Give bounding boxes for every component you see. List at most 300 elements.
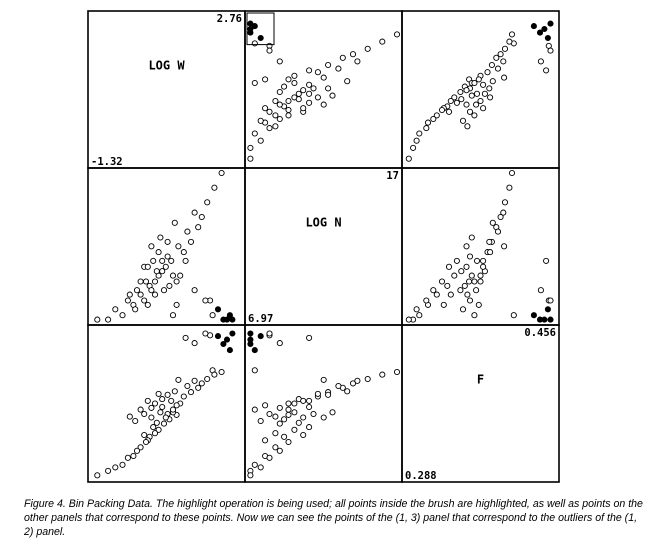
- data-point-3-1-28: [142, 432, 147, 437]
- data-point-2-3-57: [465, 292, 470, 297]
- data-point-3-1-27: [143, 439, 148, 444]
- data-point-1-3-48: [487, 86, 492, 91]
- data-point-2-1-8: [183, 258, 188, 263]
- data-point-2-3-24: [464, 244, 469, 249]
- data-point-3-1-34: [113, 465, 118, 470]
- highlighted-point-3-2-2: [248, 341, 253, 346]
- data-point-2-1-34: [113, 307, 118, 312]
- data-point-1-3-43: [485, 70, 490, 75]
- data-point-1-2-49: [296, 91, 301, 96]
- data-point-3-2-23: [307, 425, 312, 430]
- data-point-2-1-19: [158, 235, 163, 240]
- data-point-1-2-54: [267, 109, 272, 114]
- data-point-2-3-36: [406, 317, 411, 322]
- data-point-2-1-53: [145, 264, 150, 269]
- data-point-1-3-18: [474, 91, 479, 96]
- panel-3-1: [88, 325, 245, 482]
- highlighted-point-2-3-0: [548, 317, 553, 322]
- data-point-1-3-58: [476, 77, 481, 82]
- data-point-2-1-45: [192, 210, 197, 215]
- data-point-1-2-26: [263, 106, 268, 111]
- data-point-3-2-56: [258, 418, 263, 423]
- data-point-3-2-19: [330, 410, 335, 415]
- data-point-3-1-8: [183, 335, 188, 340]
- data-point-1-2-57: [273, 124, 278, 129]
- data-point-2-1-57: [127, 292, 132, 297]
- data-point-1-2-41: [394, 32, 399, 37]
- data-point-3-2-8: [307, 335, 312, 340]
- variable-label-3: F: [476, 372, 485, 387]
- data-point-3-2-22: [273, 431, 278, 436]
- data-point-1-2-17: [277, 89, 282, 94]
- data-point-2-3-26: [441, 302, 446, 307]
- highlighted-point-3-1-1: [224, 337, 229, 342]
- data-point-1-2-44: [336, 66, 341, 71]
- variable-min-3: 0.288: [405, 470, 437, 482]
- data-point-2-1-37: [196, 225, 201, 230]
- data-point-1-3-24: [464, 102, 469, 107]
- data-point-1-2-7: [277, 59, 282, 64]
- data-point-3-2-34: [258, 465, 263, 470]
- data-point-2-1-50: [156, 250, 161, 255]
- data-point-3-2-12: [286, 412, 291, 417]
- data-point-1-2-47: [307, 82, 312, 87]
- panel-1-2: [245, 11, 402, 168]
- data-point-1-3-33: [417, 131, 422, 136]
- data-point-2-1-52: [149, 288, 154, 293]
- data-point-3-2-17: [277, 421, 282, 426]
- data-point-2-3-58: [476, 302, 481, 307]
- data-point-2-3-34: [414, 307, 419, 312]
- data-point-2-3-32: [424, 298, 429, 303]
- variable-label-2: LOG N: [305, 215, 342, 230]
- data-point-1-3-22: [448, 98, 453, 103]
- data-point-2-1-36: [95, 317, 100, 322]
- data-point-1-2-6: [267, 48, 272, 53]
- highlighted-point-1-3-0: [548, 21, 553, 26]
- data-point-3-2-11: [292, 401, 297, 406]
- data-point-3-1-19: [158, 410, 163, 415]
- data-point-2-1-30: [134, 288, 139, 293]
- data-point-3-1-33: [120, 462, 125, 467]
- data-point-3-2-53: [301, 398, 306, 403]
- data-point-2-1-21: [154, 269, 159, 274]
- data-point-1-3-32: [424, 126, 429, 131]
- data-point-2-1-17: [161, 288, 166, 293]
- data-point-2-3-46: [490, 220, 495, 225]
- data-point-1-2-33: [252, 131, 257, 136]
- data-point-2-3-30: [431, 288, 436, 293]
- data-point-1-2-40: [380, 39, 385, 44]
- data-point-1-2-24: [321, 102, 326, 107]
- highlighted-point-3-1-4: [227, 348, 232, 353]
- data-point-1-3-8: [544, 68, 549, 73]
- data-point-3-2-54: [267, 411, 272, 416]
- data-point-1-3-50: [488, 95, 493, 100]
- data-point-3-1-41: [219, 369, 224, 374]
- data-point-3-1-21: [154, 420, 159, 425]
- data-point-1-2-55: [286, 113, 291, 118]
- data-point-2-3-56: [460, 307, 465, 312]
- data-point-1-2-13: [292, 80, 297, 85]
- data-point-1-2-43: [315, 70, 320, 75]
- data-point-2-3-52: [474, 288, 479, 293]
- data-point-1-3-39: [502, 46, 507, 51]
- data-point-3-1-6: [203, 331, 208, 336]
- variable-label-1: LOG W: [148, 58, 185, 73]
- data-point-1-3-34: [414, 138, 419, 143]
- data-point-3-2-25: [282, 434, 287, 439]
- data-point-1-3-6: [548, 48, 553, 53]
- data-point-2-3-29: [434, 292, 439, 297]
- data-point-2-1-22: [152, 292, 157, 297]
- data-point-2-3-13: [469, 273, 474, 278]
- data-point-3-2-47: [307, 398, 312, 403]
- data-point-1-2-18: [307, 91, 312, 96]
- data-point-2-1-43: [181, 250, 186, 255]
- panel-2-2: [245, 168, 402, 325]
- highlighted-point-1-2-4: [252, 24, 257, 29]
- data-point-3-2-21: [296, 420, 301, 425]
- data-point-2-1-47: [169, 258, 174, 263]
- data-point-1-3-55: [472, 113, 477, 118]
- data-point-3-1-56: [133, 418, 138, 423]
- data-point-1-3-27: [439, 107, 444, 112]
- data-point-1-3-56: [460, 118, 465, 123]
- data-point-1-3-41: [509, 32, 514, 37]
- data-point-2-1-49: [160, 269, 165, 274]
- data-point-1-2-56: [258, 118, 263, 123]
- data-point-1-2-58: [263, 77, 268, 82]
- data-point-1-2-42: [326, 62, 331, 67]
- data-point-3-2-15: [311, 411, 316, 416]
- data-point-3-1-59: [170, 407, 175, 412]
- data-point-2-1-15: [165, 254, 170, 259]
- data-point-3-1-38: [199, 381, 204, 386]
- data-point-3-2-26: [263, 438, 268, 443]
- data-point-2-3-11: [478, 273, 483, 278]
- data-point-1-3-38: [498, 52, 503, 57]
- data-point-2-1-23: [151, 258, 156, 263]
- data-point-3-1-7: [192, 341, 197, 346]
- data-point-1-2-45: [355, 59, 360, 64]
- data-point-2-3-39: [502, 200, 507, 205]
- data-point-1-2-14: [282, 84, 287, 89]
- data-point-3-1-47: [169, 398, 174, 403]
- data-point-3-2-41: [394, 369, 399, 374]
- data-point-1-2-32: [267, 126, 272, 131]
- data-point-3-1-49: [160, 397, 165, 402]
- data-point-1-2-52: [277, 102, 282, 107]
- data-point-2-3-18: [474, 258, 479, 263]
- highlighted-point-3-2-3: [258, 334, 263, 339]
- data-point-3-1-37: [196, 385, 201, 390]
- data-point-3-1-54: [142, 411, 147, 416]
- data-point-1-3-59: [472, 80, 477, 85]
- data-point-2-3-45: [501, 210, 506, 215]
- data-point-2-1-14: [167, 283, 172, 288]
- data-point-2-3-21: [459, 269, 464, 274]
- data-point-2-1-11: [178, 273, 183, 278]
- data-point-2-1-42: [188, 239, 193, 244]
- highlighted-point-1-2-2: [248, 30, 253, 35]
- data-point-1-2-29: [273, 113, 278, 118]
- data-point-3-1-46: [172, 389, 177, 394]
- data-point-2-3-7: [538, 288, 543, 293]
- data-point-2-1-48: [165, 239, 170, 244]
- data-point-1-2-39: [365, 46, 370, 51]
- data-point-2-3-20: [452, 273, 457, 278]
- data-point-3-2-13: [292, 410, 297, 415]
- data-point-2-3-40: [507, 185, 512, 190]
- data-point-1-2-27: [286, 107, 291, 112]
- variable-min-1: -1.32: [91, 156, 123, 168]
- data-point-2-1-39: [205, 200, 210, 205]
- data-point-1-2-53: [301, 106, 306, 111]
- data-point-3-1-22: [152, 431, 157, 436]
- highlighted-point-3-1-0: [230, 331, 235, 336]
- data-point-2-1-44: [185, 229, 190, 234]
- data-point-3-1-32: [125, 455, 130, 460]
- highlighted-point-1-3-4: [531, 24, 536, 29]
- data-point-2-3-19: [469, 235, 474, 240]
- highlighted-point-2-3-4: [531, 313, 536, 318]
- data-point-3-1-42: [188, 390, 193, 395]
- data-point-1-3-47: [481, 82, 486, 87]
- data-point-3-2-48: [326, 392, 331, 397]
- data-point-3-1-57: [127, 414, 132, 419]
- data-point-2-3-6: [548, 298, 553, 303]
- highlighted-point-1-3-3: [545, 35, 550, 40]
- data-point-2-3-51: [478, 279, 483, 284]
- data-point-1-3-16: [464, 88, 469, 93]
- data-point-2-3-33: [417, 313, 422, 318]
- data-point-3-2-16: [301, 415, 306, 420]
- data-point-2-3-50: [488, 250, 493, 255]
- data-point-2-3-41: [509, 170, 514, 175]
- data-point-1-2-15: [311, 86, 316, 91]
- data-point-3-2-51: [286, 401, 291, 406]
- data-point-2-3-10: [502, 244, 507, 249]
- data-point-3-2-29: [273, 445, 278, 450]
- data-point-3-2-20: [292, 427, 297, 432]
- data-point-2-3-14: [462, 283, 467, 288]
- variable-min-2: 6.97: [248, 313, 274, 325]
- data-point-3-2-36: [248, 473, 253, 478]
- data-point-2-3-25: [445, 283, 450, 288]
- data-point-3-1-31: [131, 453, 136, 458]
- data-point-2-1-56: [133, 307, 138, 312]
- data-point-3-1-43: [181, 394, 186, 399]
- data-point-1-3-57: [465, 124, 470, 129]
- data-point-3-2-52: [277, 405, 282, 410]
- matrix-points: [95, 13, 553, 478]
- data-point-1-2-12: [286, 77, 291, 82]
- data-point-3-2-46: [345, 389, 350, 394]
- data-point-2-3-55: [472, 279, 477, 284]
- data-point-1-3-28: [446, 109, 451, 114]
- data-point-2-3-54: [467, 298, 472, 303]
- data-point-1-3-35: [411, 145, 416, 150]
- data-point-1-2-16: [301, 88, 306, 93]
- data-point-3-1-45: [192, 378, 197, 383]
- highlighted-point-2-3-2: [537, 317, 542, 322]
- data-point-3-2-27: [286, 439, 291, 444]
- data-point-1-3-7: [538, 59, 543, 64]
- data-point-2-1-7: [192, 288, 197, 293]
- variable-max-3: 0.456: [524, 327, 556, 339]
- data-point-3-1-16: [163, 415, 168, 420]
- data-point-3-2-57: [273, 414, 278, 419]
- data-point-1-2-46: [345, 79, 350, 84]
- data-point-3-1-53: [145, 398, 150, 403]
- data-point-1-3-46: [490, 79, 495, 84]
- data-point-2-3-12: [467, 279, 472, 284]
- data-point-3-2-28: [301, 432, 306, 437]
- data-point-3-1-30: [134, 448, 139, 453]
- data-point-2-1-9: [210, 313, 215, 318]
- data-point-1-2-10: [321, 75, 326, 80]
- data-point-2-1-32: [125, 298, 130, 303]
- data-point-2-1-51: [152, 279, 157, 284]
- data-point-1-2-50: [315, 95, 320, 100]
- data-point-3-2-59: [252, 407, 257, 412]
- data-point-3-1-35: [106, 468, 111, 473]
- data-point-2-1-12: [174, 279, 179, 284]
- highlighted-point-2-1-4: [227, 313, 232, 318]
- data-point-3-1-23: [151, 425, 156, 430]
- data-point-2-3-15: [467, 254, 472, 259]
- highlighted-point-3-2-4: [252, 348, 257, 353]
- data-point-3-2-30: [277, 448, 282, 453]
- data-point-3-1-10: [176, 377, 181, 382]
- data-point-2-3-48: [487, 239, 492, 244]
- data-point-2-3-44: [495, 229, 500, 234]
- data-point-1-2-21: [296, 97, 301, 102]
- figure-caption: Figure 4. Bin Packing Data. The highlight operation is being used; all points inside the brush are highlighted, as well as points on the other panels that correspond to these points. Now we can see the points of the (1, 3) panel that correspond to the outliers of the (1, 2) panel.: [24, 498, 643, 538]
- highlighted-point-1-2-3: [258, 35, 263, 40]
- data-point-2-3-16: [464, 264, 469, 269]
- variable-max-1: 2.76: [216, 13, 242, 25]
- data-point-3-1-18: [160, 404, 165, 409]
- data-point-1-2-59: [252, 80, 257, 85]
- highlighted-point-2-1-2: [221, 317, 226, 322]
- data-point-3-1-36: [95, 473, 100, 478]
- data-point-2-3-47: [481, 258, 486, 263]
- data-point-2-3-59: [472, 313, 477, 318]
- data-point-2-1-18: [160, 258, 165, 263]
- data-point-1-3-37: [494, 55, 499, 60]
- data-point-2-3-8: [544, 258, 549, 263]
- data-point-2-1-38: [199, 214, 204, 219]
- data-point-3-1-17: [161, 421, 166, 426]
- panel-1-1: [88, 11, 245, 168]
- data-point-3-1-48: [165, 392, 170, 397]
- data-point-1-3-30: [431, 116, 436, 121]
- data-point-1-2-38: [350, 52, 355, 57]
- data-point-1-2-19: [330, 93, 335, 98]
- data-point-2-1-46: [172, 220, 177, 225]
- data-point-3-1-55: [138, 407, 143, 412]
- data-point-3-2-14: [282, 417, 287, 422]
- data-point-3-1-50: [156, 391, 161, 396]
- data-point-1-2-22: [273, 98, 278, 103]
- data-point-1-3-44: [495, 66, 500, 71]
- panel-3-3: [402, 325, 559, 482]
- data-point-3-1-40: [212, 372, 217, 377]
- data-point-2-1-40: [212, 185, 217, 190]
- data-point-3-2-24: [321, 415, 326, 420]
- data-point-1-3-10: [502, 75, 507, 80]
- data-point-3-2-6: [267, 331, 272, 336]
- data-point-3-2-55: [286, 407, 291, 412]
- data-point-1-3-42: [489, 62, 494, 67]
- data-point-2-1-29: [138, 292, 143, 297]
- data-point-1-3-49: [482, 91, 487, 96]
- data-point-1-3-17: [458, 89, 463, 94]
- highlighted-point-1-3-2: [537, 30, 542, 35]
- data-point-3-2-44: [336, 383, 341, 388]
- data-point-3-2-50: [315, 391, 320, 396]
- data-point-2-3-22: [448, 292, 453, 297]
- data-point-2-1-16: [163, 264, 168, 269]
- data-point-2-1-55: [138, 279, 143, 284]
- data-point-1-3-52: [474, 102, 479, 107]
- highlighted-point-3-1-3: [215, 334, 220, 339]
- data-point-1-3-19: [469, 93, 474, 98]
- data-point-2-1-33: [120, 313, 125, 318]
- data-point-1-2-35: [248, 145, 253, 150]
- data-point-2-1-59: [170, 313, 175, 318]
- data-point-1-3-23: [454, 100, 459, 105]
- data-point-1-2-37: [340, 55, 345, 60]
- data-point-1-3-40: [507, 39, 512, 44]
- data-point-1-3-31: [425, 120, 430, 125]
- data-point-2-1-27: [143, 279, 148, 284]
- data-point-2-1-24: [149, 244, 154, 249]
- data-point-3-2-58: [263, 403, 268, 408]
- data-point-2-1-26: [145, 302, 150, 307]
- data-point-2-3-28: [446, 264, 451, 269]
- data-point-3-1-44: [185, 383, 190, 388]
- data-point-3-2-33: [252, 462, 257, 467]
- data-point-2-1-41: [219, 170, 224, 175]
- data-point-2-1-6: [203, 298, 208, 303]
- data-point-1-2-11: [292, 73, 297, 78]
- data-point-1-2-9: [252, 41, 257, 46]
- data-point-3-1-39: [205, 376, 210, 381]
- data-point-3-2-9: [252, 368, 257, 373]
- data-point-2-3-23: [454, 258, 459, 263]
- data-point-3-1-58: [174, 403, 179, 408]
- data-point-1-2-34: [258, 138, 263, 143]
- data-point-1-3-36: [406, 156, 411, 161]
- data-point-2-3-17: [458, 288, 463, 293]
- data-point-1-2-23: [307, 100, 312, 105]
- highlighted-point-2-3-3: [545, 307, 550, 312]
- highlighted-point-1-3-1: [542, 26, 547, 31]
- data-point-3-2-7: [277, 341, 282, 346]
- data-point-1-3-53: [481, 106, 486, 111]
- variable-max-2: 17: [386, 170, 399, 182]
- panel-1-3: [402, 11, 559, 168]
- panel-2-1: [88, 168, 245, 325]
- data-point-2-1-10: [176, 244, 181, 249]
- data-point-3-2-18: [307, 404, 312, 409]
- data-point-1-3-54: [467, 109, 472, 114]
- data-point-2-3-9: [511, 313, 516, 318]
- data-point-2-1-13: [170, 273, 175, 278]
